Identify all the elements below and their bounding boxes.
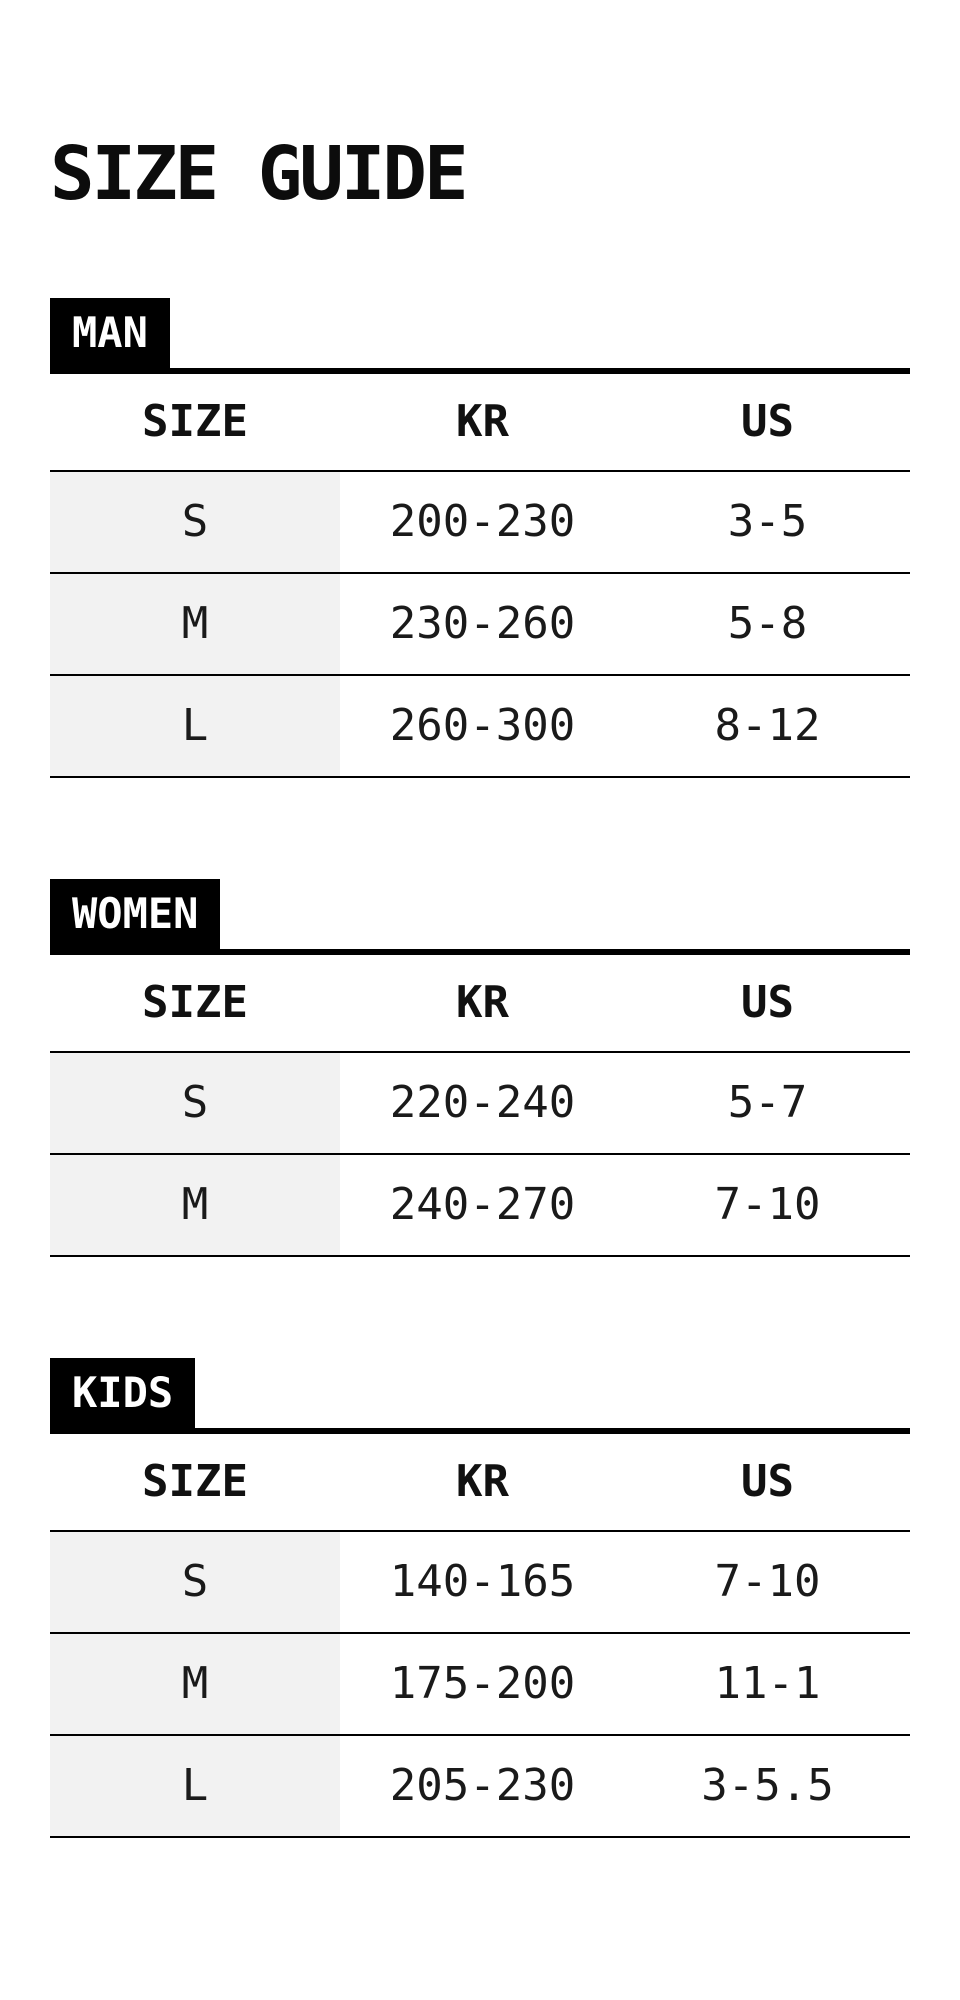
section-badge-row bbox=[50, 298, 910, 374]
column-header-size: SIZE bbox=[50, 374, 340, 471]
column-header-size: SIZE bbox=[50, 1434, 340, 1531]
size-cell: S bbox=[50, 1052, 340, 1154]
kr-cell: 220-240 bbox=[340, 1052, 625, 1154]
size-table-body bbox=[50, 1531, 910, 1837]
kr-cell: 200-230 bbox=[340, 471, 625, 573]
size-section-women bbox=[50, 879, 910, 1257]
size-cell: S bbox=[50, 471, 340, 573]
table-row bbox=[50, 675, 910, 777]
size-cell: M bbox=[50, 573, 340, 675]
size-table-header bbox=[50, 1434, 910, 1531]
section-badge bbox=[50, 1358, 195, 1428]
table-row bbox=[50, 1633, 910, 1735]
us-cell: 7-10 bbox=[625, 1154, 910, 1256]
column-header-us: US bbox=[625, 1434, 910, 1531]
column-header-kr: KR bbox=[340, 1434, 625, 1531]
kr-cell: 260-300 bbox=[340, 675, 625, 777]
header-row bbox=[50, 1434, 910, 1531]
section-badge bbox=[50, 879, 220, 949]
us-cell: 11-1 bbox=[625, 1633, 910, 1735]
size-table-header bbox=[50, 374, 910, 471]
column-header-us: US bbox=[625, 955, 910, 1052]
section-badge-label: WOMEN bbox=[72, 888, 199, 938]
size-table-header bbox=[50, 955, 910, 1052]
column-header-kr: KR bbox=[340, 374, 625, 471]
table-row bbox=[50, 1052, 910, 1154]
us-cell: 5-7 bbox=[625, 1052, 910, 1154]
page-title: SIZE GUIDE bbox=[50, 131, 466, 217]
us-cell: 5-8 bbox=[625, 573, 910, 675]
size-table bbox=[50, 1434, 910, 1838]
us-cell: 7-10 bbox=[625, 1531, 910, 1633]
section-badge-row bbox=[50, 879, 910, 955]
column-header-size: SIZE bbox=[50, 955, 340, 1052]
size-section-kids bbox=[50, 1358, 910, 1838]
table-row bbox=[50, 1154, 910, 1256]
kr-cell: 205-230 bbox=[340, 1735, 625, 1837]
size-guide-sections bbox=[50, 298, 910, 1838]
us-cell: 3-5.5 bbox=[625, 1735, 910, 1837]
table-row bbox=[50, 573, 910, 675]
section-badge bbox=[50, 298, 170, 368]
size-table-body bbox=[50, 471, 910, 777]
kr-cell: 140-165 bbox=[340, 1531, 625, 1633]
column-header-us: US bbox=[625, 374, 910, 471]
size-section-man bbox=[50, 298, 910, 778]
table-row bbox=[50, 471, 910, 573]
size-cell: L bbox=[50, 675, 340, 777]
section-badge-label: MAN bbox=[72, 307, 148, 357]
size-table bbox=[50, 955, 910, 1257]
us-cell: 8-12 bbox=[625, 675, 910, 777]
header-row bbox=[50, 374, 910, 471]
kr-cell: 230-260 bbox=[340, 573, 625, 675]
table-row bbox=[50, 1531, 910, 1633]
size-cell: M bbox=[50, 1154, 340, 1256]
column-header-kr: KR bbox=[340, 955, 625, 1052]
table-row bbox=[50, 1735, 910, 1837]
kr-cell: 240-270 bbox=[340, 1154, 625, 1256]
section-badge-row bbox=[50, 1358, 910, 1434]
section-badge-label: KIDS bbox=[72, 1367, 174, 1417]
kr-cell: 175-200 bbox=[340, 1633, 625, 1735]
size-table bbox=[50, 374, 910, 778]
header-row bbox=[50, 955, 910, 1052]
size-cell: L bbox=[50, 1735, 340, 1837]
size-cell: M bbox=[50, 1633, 340, 1735]
size-table-body bbox=[50, 1052, 910, 1256]
us-cell: 3-5 bbox=[625, 471, 910, 573]
size-cell: S bbox=[50, 1531, 340, 1633]
